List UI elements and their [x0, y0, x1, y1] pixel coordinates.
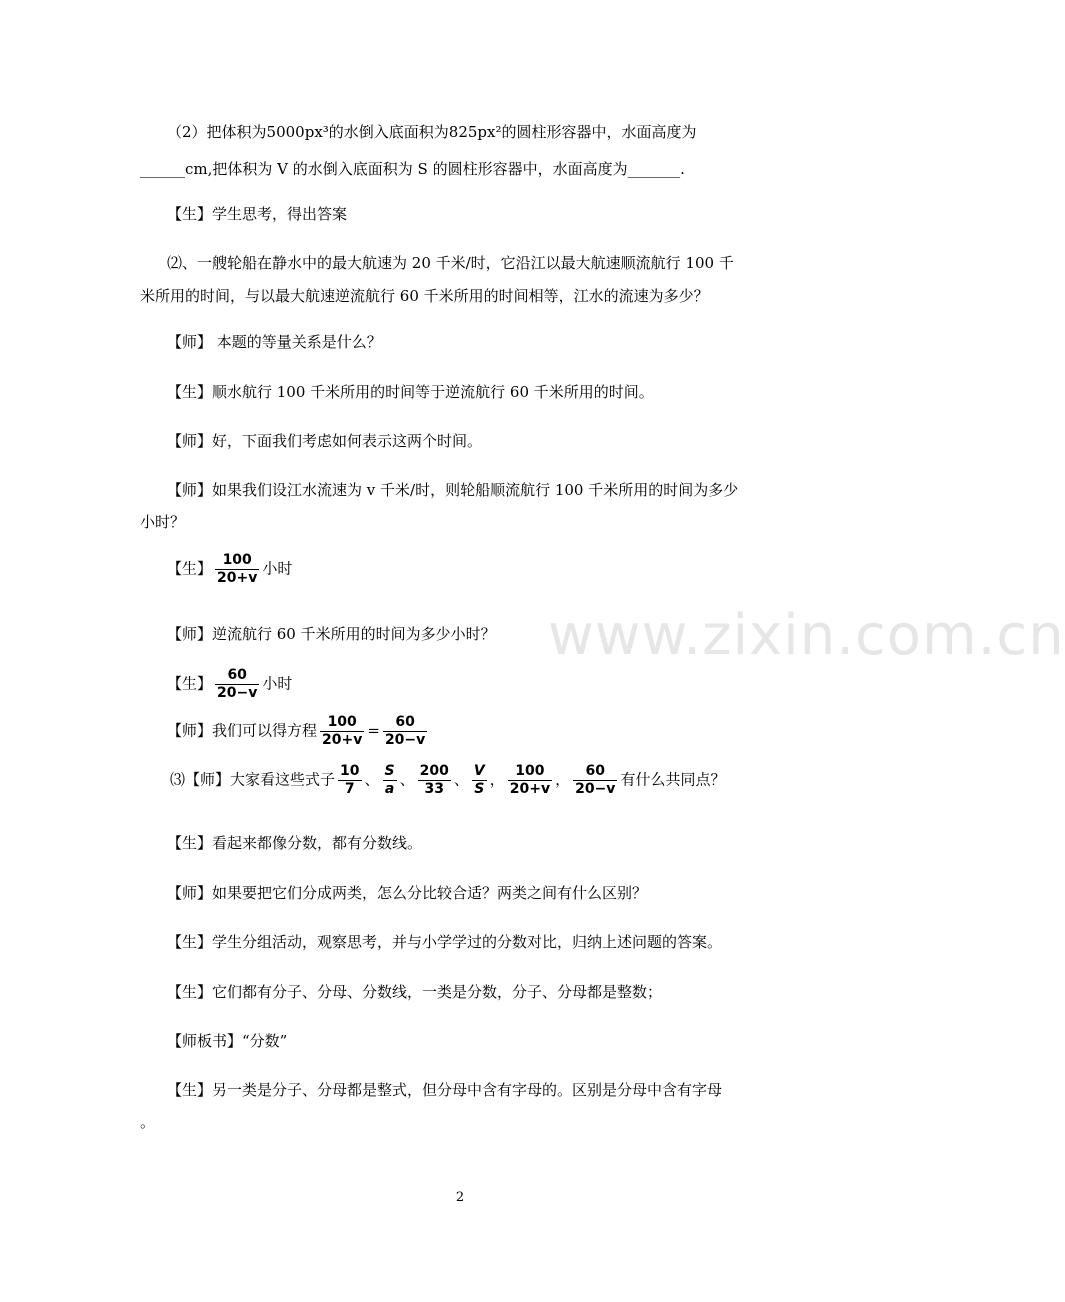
fraction-numerator: 100 [222, 552, 252, 568]
fraction-100-over-20-plus-v [508, 763, 552, 798]
paragraph-8 [167, 552, 292, 587]
paragraph-16: 【生】它们都有分子、分母、分数线，一类是分数，分子、分母都是整数； [167, 983, 663, 1001]
fraction-200-over-33 [418, 763, 451, 798]
equals-sign: = [367, 721, 380, 740]
fraction-numerator: 100 [515, 763, 545, 779]
page-number: 2 [455, 1190, 465, 1205]
paragraph-13: 【生】看起来都像分数，都有分数线。 [167, 834, 423, 852]
unit-text: 小时 [262, 559, 293, 578]
separator: ， [555, 770, 571, 789]
fraction-100-over-20-plus-v [215, 552, 259, 587]
paragraph-18-line-2: 。 [140, 1113, 156, 1131]
fraction-numerator: S [384, 763, 395, 779]
fraction-10-over-7 [338, 763, 361, 798]
paragraph-10 [167, 667, 292, 702]
paragraph-17: 【师板书】“分数” [167, 1032, 288, 1050]
paragraph-6: 【师】好，下面我们考虑如何表示这两个时间。 [167, 432, 483, 450]
watermark: www.zixin.com.cn [548, 603, 1065, 668]
speaker-label: 【生】 [167, 674, 213, 693]
fraction-denominator: 20−v [575, 781, 616, 797]
separator: 、 [364, 770, 380, 789]
separator: 、 [453, 770, 469, 789]
fraction-numerator: 60 [585, 763, 605, 779]
fraction-60-over-20-minus-v [215, 667, 259, 702]
unit-text: 小时 [262, 674, 293, 693]
fraction-denominator: 7 [338, 780, 361, 798]
fraction-s-over-a [383, 763, 397, 798]
fraction-numerator: 10 [340, 763, 360, 779]
paragraph-3-line-1: ⑵、一艘轮船在静水中的最大航速为 20 千米/时，它沿江以最大航速顺流航行 100 千 [167, 254, 734, 272]
fraction-denominator: 33 [418, 780, 451, 798]
paragraph-7-line-1: 【师】如果我们设江水流速为 v 千米/时，则轮船顺流航行 100 千米所用的时间为多少 [167, 481, 739, 499]
paragraph-2: 【生】学生思考，得出答案 [167, 205, 348, 223]
fraction-denominator: 20+v [322, 732, 363, 748]
equation-left-fraction [320, 714, 364, 749]
fraction-60-over-20-minus-v [573, 763, 617, 798]
paragraph-5: 【生】顺水航行 100 千米所用的时间等于逆流航行 60 千米所用的时间。 [167, 383, 654, 401]
fraction-numerator: 60 [227, 667, 247, 683]
separator: ， [489, 770, 505, 789]
fraction-denominator: a [383, 780, 397, 798]
equation-right-fraction [383, 714, 427, 749]
fraction-numerator: 200 [419, 763, 449, 779]
fraction-numerator: V [473, 763, 485, 779]
paragraph-14: 【师】如果要把它们分成两类，怎么分比较合适？两类之间有什么区别？ [167, 884, 648, 902]
fraction-denominator: 20−v [217, 685, 258, 701]
paragraph-7-line-2: 小时？ [140, 513, 186, 531]
paragraph-12 [170, 763, 725, 798]
paragraph-1-line-2: ______cm,把体积为 V 的水倒入底面积为 S 的圆柱形容器中，水面高度为_______. [140, 160, 685, 178]
fraction-denominator: 20+v [509, 781, 551, 797]
equation-intro: 【师】我们可以得方程 [167, 721, 318, 740]
speaker-label: 【生】 [167, 559, 213, 578]
paragraph-1-line-1: （2）把体积为5000px³的水倒入底面积为825px²的圆柱形容器中，水面高度为 [167, 123, 697, 141]
fraction-v-over-s [472, 763, 487, 798]
fraction-denominator: S [472, 780, 487, 798]
paragraph-18-line-1: 【生】另一类是分子、分母都是整式，但分母中含有字母的。区别是分母中含有字母 [167, 1081, 723, 1099]
paragraph-15: 【生】学生分组活动，观察思考，并与小学学过的分数对比，归纳上述问题的答案。 [167, 933, 723, 951]
paragraph-4: 【师】 本题的等量关系是什么？ [167, 333, 382, 351]
question-suffix: 有什么共同点？ [620, 770, 726, 789]
paragraph-11 [167, 714, 430, 749]
separator: 、 [399, 770, 415, 789]
fraction-denominator: 20+v [217, 570, 258, 586]
fraction-numerator: 100 [327, 714, 357, 730]
paragraph-3-line-2: 米所用的时间，与以最大航速逆流航行 60 千米所用的时间相等，江水的流速为多少？ [140, 287, 709, 305]
fraction-denominator: 20−v [384, 732, 426, 748]
paragraph-9: 【师】逆流航行 60 千米所用的时间为多少小时？ [167, 625, 496, 643]
fraction-numerator: 60 [395, 714, 415, 730]
question-intro: ⑶【师】大家看这些式子 [170, 770, 336, 789]
